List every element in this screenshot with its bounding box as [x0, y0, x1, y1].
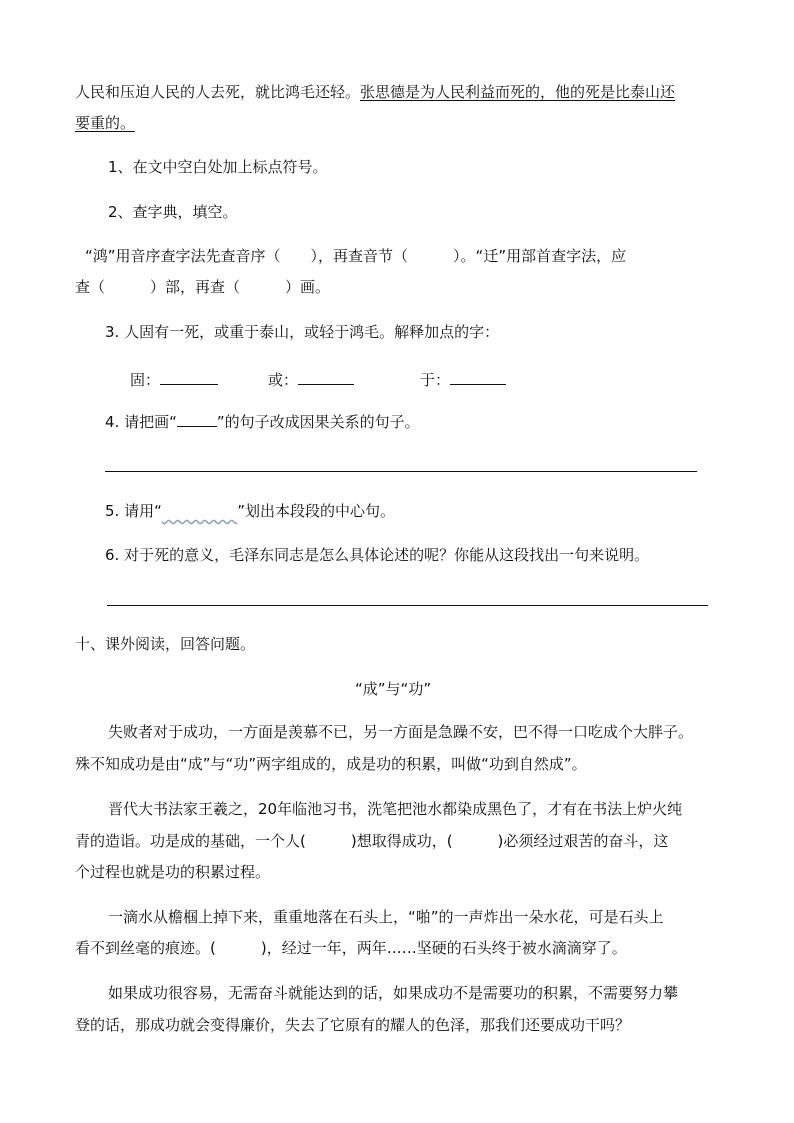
question-6-answer-line[interactable] [107, 605, 708, 606]
huo-label: 或： [268, 371, 299, 389]
question-4-prefix: 4. 请把画“ [105, 413, 177, 431]
question-4-answer-line[interactable] [105, 471, 697, 472]
paragraph-3-line-1: 一滴水从檐椢上掉下来，重重地落在石头上，“啪”的一声炸出一朵水花，可是石头上 [108, 908, 664, 926]
passage-line-2: 要重的。 [75, 114, 136, 132]
paragraph-4-line-1: 如果成功很容易，无需奋斗就能达到的话，如果成功不是需要功的积累，不需要努力攀 [108, 984, 679, 1002]
question-6: 6. 对于死的意义，毛泽东同志是怎么具体论述的呢？你能从这段找出一句来说明。 [105, 546, 650, 564]
paragraph-4-line-2: 登的话，那成功就会变得廉价，失去了它原有的耀人的色泽，那我们还要成功干吗？ [75, 1016, 631, 1034]
paragraph-3-line-2: 看不到丝毫的痕迹。( )，经过一年，两年……坚硬的石头终于被水滴滴穿了。 [75, 939, 627, 957]
question-2-line-1: “鸿”用音序查字法先查音序（ ），再查音节（ ）。“迁”用部首查字法，应 [85, 247, 627, 265]
question-3-yu [420, 368, 506, 390]
passage-plain-text: 人民和压迫人民的人去死，就比鸿毛还轻。 [75, 83, 361, 101]
paragraph-2-line-3: 个过程也就是功的积累过程。 [75, 863, 271, 881]
question-3-huo [268, 368, 354, 390]
wavy-line-mark [162, 502, 237, 520]
paragraph-1-line-1: 失败者对于成功，一方面是羡慕不已，另一方面是急躁不安，巴不得一口吃成个大胖子。 [108, 723, 694, 741]
reading-title: “成”与“功” [355, 680, 432, 698]
section-10-heading: 十、课外阅读，回答问题。 [75, 635, 256, 653]
passage-underlined-sentence: 张思德是为人民利益而死的，他的死是比泰山还 [360, 83, 676, 101]
gu-label: 固： [130, 371, 161, 389]
huo-answer-blank[interactable] [298, 368, 354, 385]
question-2: 2、查字典，填空。 [108, 203, 238, 221]
question-4-suffix: ”的句子改成因果关系的句子。 [216, 413, 420, 431]
question-2-line-2: 查（ ）部，再查（ ）画。 [75, 278, 331, 296]
passage-line-1 [75, 82, 675, 102]
paragraph-2-line-2: 青的造诣。功是成的基础，一个人( )想取得成功，( )必须经过艰苦的奋斗，这 [75, 832, 669, 850]
yu-answer-blank[interactable] [450, 368, 506, 385]
yu-label: 于： [420, 371, 451, 389]
question-3-gu [130, 368, 218, 390]
question-5-suffix: ”划出本段段的中心句。 [237, 502, 396, 520]
question-1: 1、在文中空白处加上标点符号。 [108, 158, 328, 176]
paragraph-2-line-1: 晋代大书法家王羲之，20年临池习书，洗笔把池水都染成黑色了，才有在书法上炉火纯 [108, 800, 683, 818]
underline-mark [177, 412, 217, 427]
gu-answer-blank[interactable] [160, 368, 218, 385]
question-5-prefix: 5. 请用“ [105, 502, 162, 520]
question-4 [105, 412, 420, 432]
question-3: 3. 人固有一死，或重于泰山，或轻于鸿毛。解释加点的字： [105, 323, 500, 341]
question-5 [105, 501, 395, 521]
paragraph-1-line-2: 殊不知成功是由“成”与“功”两字组成的，成是功的积累，叫做“功到自然成”。 [75, 755, 587, 773]
